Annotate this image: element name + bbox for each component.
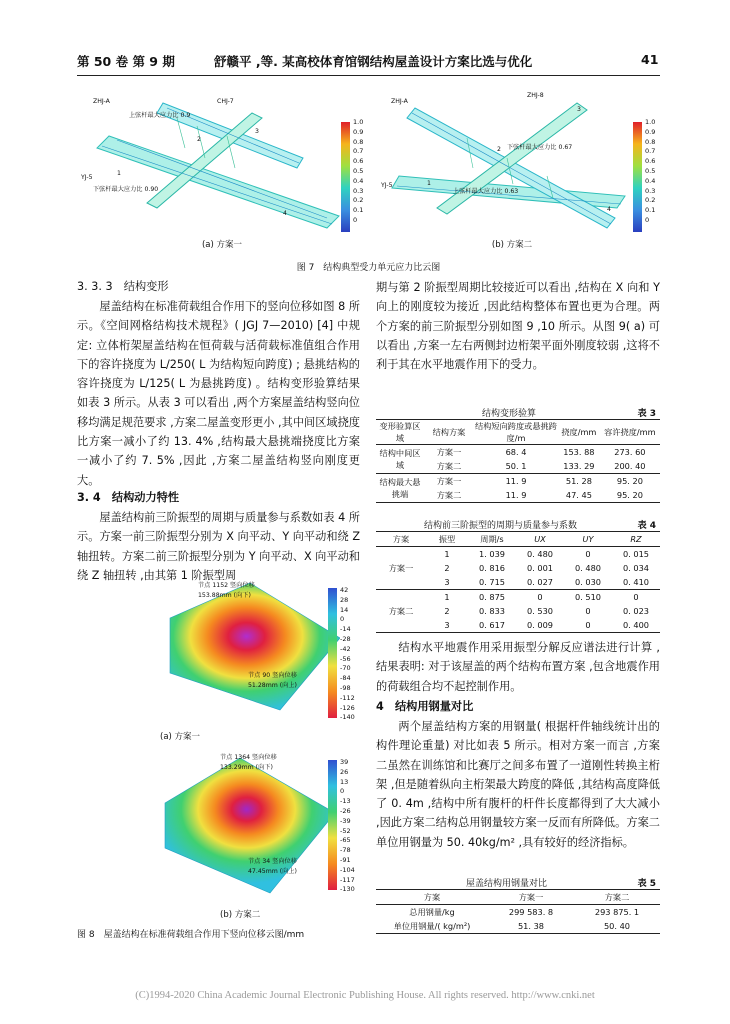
table4-header: RZ <box>630 534 642 544</box>
table3-header: 容许挠度/mm <box>604 427 656 437</box>
fig7b-truss-plot <box>377 88 647 238</box>
fig7a-label-yj5: YJ-5 <box>81 174 93 181</box>
section-34-text-right: 期与第 2 阶振型周期比较接近可以看出 ,结构在 X 向和 Y 向上的刚度较为接近 ,因此结构整体布置也更为合理。两个方案的前三阶振型分别如图 9 ,10 所示。从图 9( a) 可以看出 ,方案一左右两侧封边桁架平面外刚度较弱 ,这将不利于其在水平地震作用下的受力。 <box>376 281 660 372</box>
table-5 <box>376 874 660 934</box>
fig7a-color-bar <box>341 122 350 232</box>
fig7b-color-bar <box>633 122 642 232</box>
journal-volume: 第 50 卷 第 9 期 <box>77 54 175 69</box>
table-row: 结构最大悬挑端 方案一 11. 9 51. 28 95. 20 <box>376 474 660 489</box>
copyright-footer: (C)1994-2020 China Academic Journal Electronic Publishing House. All rights reserved. http://www.cnki.net <box>135 990 595 1001</box>
table-row: 2 0. 816 0. 001 0. 480 0. 034 <box>444 563 650 573</box>
table5-header: 方案 <box>423 892 441 902</box>
table5-header: 方案二 <box>604 892 630 902</box>
fig7a-label-zhja: ZHJ-A <box>93 98 110 105</box>
section-34-title: 3. 4 结构动力特性 <box>77 491 180 504</box>
fig7a-node-1: 1 <box>117 170 121 177</box>
table4-header: 振型 <box>438 534 456 544</box>
table-row: 单位用钢量/( kg/m²) 51. 38 50. 40 <box>376 919 660 934</box>
figure-7 <box>77 88 660 260</box>
table-row: 方案一 1 1. 039 0. 480 0 0. 015 <box>376 547 660 562</box>
table4-title: 结构前三阶振型的周期与质量参与系数 <box>424 521 578 531</box>
table3-header: 变形验算区域 <box>379 421 421 443</box>
table5-number: 表 5 <box>637 879 656 889</box>
table5-grid <box>376 889 660 934</box>
table4-grid <box>376 531 660 633</box>
fig8a-contour-plot <box>150 578 340 718</box>
table-3 <box>376 404 660 503</box>
fig7b-scale: 1.0 0.9 0.8 0.7 0.6 0.5 0.4 0.3 0.2 0.1 0 <box>645 118 656 224</box>
table-row: 方案二 11. 9 47. 45 95. 20 <box>376 488 660 503</box>
fig8b-node1: 节点 1364 竖向位移 <box>220 754 277 761</box>
fig7a-node-3: 3 <box>255 128 259 135</box>
fig8a-label: (a) 方案一 <box>160 732 201 742</box>
section-333-text: 屋盖结构在标准荷载组合作用下的竖向位移如图 8 所示。《空间网格结构技术规程》( JGJ 7—2010) [4] 中规定: 立体桁架屋盖结构在恒荷载与活荷载标准值组合作用下的容许挠度为 L/250( L 为结构短向跨度) ; 悬挑结构的容许挠度为 L/125( L 为悬挑跨度) 。结构变形验算结果如表 3 所示。从表 3 可以看出 ,两个方案屋盖结构竖向位移均满足规范要求 ,方案二屋盖变形更小 ,其中间区域挠度比方案一减小了约 13. 4% ,结构最大悬挑端挠度比方案一减小了约 7. 5% ,因此 ,方案二屋盖结构竖向刚度更大。 <box>77 300 360 487</box>
table-row: 结构中间区域 方案一 68. 4 153. 88 273. 60 <box>376 445 660 460</box>
table4-header: 周期/s <box>480 534 504 544</box>
fig8b-node2: 节点 34 竖向位移 <box>248 858 297 865</box>
fig7b-label: (b) 方案二 <box>491 240 533 250</box>
fig8a-node1-value: 153.88mm (向下) <box>198 592 251 599</box>
fig7a-node-2: 2 <box>197 136 201 143</box>
fig7a-scale: 1.0 0.9 0.8 0.7 0.6 0.5 0.4 0.3 0.2 0.1 0 <box>353 118 364 224</box>
seismic-paragraph: 结构水平地震作用采用振型分解反应谱法进行计算 ,结果表明: 对于该屋盖的两个结构布置方案 ,包含地震作用的荷载组合均不起控制作用。 <box>376 641 660 693</box>
section-4-text: 两个屋盖结构方案的用钢量( 根据杆件轴线统计出的构件理论重量) 对比如表 5 所示。相对方案一而言 ,方案二虽然在训练馆和比赛厅之间多布置了一道刚性转换主桁架 ,但是随着纵向主桁架最大跨度的降低 ,其结构高度降低了 0. 4m ,结构中所有腹杆的杆件长度都得到了大大减小 ,因此方案二结构总用钢量较方案一反而有所降低。方案二单位用钢量为 50. 40kg/m² ,具有较好的经济指标。 <box>376 720 660 849</box>
running-title: 舒赣平 ,等. 某高校体育馆钢结构屋盖设计方案比选与优化 <box>214 54 533 69</box>
page-number: 41 <box>641 52 659 67</box>
fig8a-node2: 节点 90 竖向位移 <box>248 672 297 679</box>
fig7a-label-chj7: CHJ-7 <box>217 98 234 105</box>
fig7a-label: (a) 方案一 <box>201 240 243 250</box>
fig7b-label-zhja: ZHJ-A <box>391 98 408 105</box>
fig7-caption: 图 7 结构典型受力单元应力比云图 <box>296 263 441 273</box>
section-34-text-left: 屋盖结构前三阶振型的周期与质量参与系数如表 4 所示。方案一前三阶振型分别为 X 向平动、Y 向平动和绕 Z 轴扭转。方案二前三阶振型分别为 Y 向平动、X 向平动和绕 Z 轴扭转 ,由其第 1 阶振型周 <box>77 511 360 582</box>
fig7a-label-bottom-chord: 下弦杆最大应力比 0.90 <box>93 186 159 193</box>
table-4 <box>376 516 660 633</box>
fig7b-label-zhj8: ZHJ-8 <box>527 92 544 99</box>
fig7b-node-2: 2 <box>497 146 501 153</box>
fig7a-label-top-chord: 上弦杆最大应力比 0.9 <box>129 112 191 119</box>
table3-grid <box>376 419 660 503</box>
fig7b-node-1: 1 <box>427 180 431 187</box>
fig8b-color-bar <box>328 760 337 890</box>
header-rule <box>77 75 660 76</box>
section-4-title: 4 结构用钢量对比 <box>376 700 474 713</box>
fig8a-scale: 42 28 14 0 -14 -28 -42 -56 -70 -84 -98 -112 -126 -140 <box>340 586 355 722</box>
table-row: 2 0. 833 0. 530 0 0. 023 <box>444 606 650 616</box>
table4-header: UX <box>534 534 546 544</box>
fig8b-label: (b) 方案二 <box>220 910 261 920</box>
table-row: 3 0. 617 0. 009 0 0. 400 <box>376 618 660 633</box>
figure-8 <box>150 578 360 923</box>
table3-header: 结构方案 <box>432 427 466 437</box>
table-row: 方案二 1 0. 875 0 0. 510 0 <box>376 590 660 605</box>
fig7a-truss-plot <box>77 88 367 238</box>
section-333-title: 3. 3. 3 结构变形 <box>77 280 169 293</box>
table3-number: 表 3 <box>637 409 656 419</box>
fig8b-node2-value: 47.45mm (向上) <box>248 868 297 875</box>
fig8b-node1-value: 133.29mm (向下) <box>220 764 273 771</box>
table3-header: 结构短向跨度或悬挑跨度/m <box>475 421 557 443</box>
table4-header: 方案 <box>392 534 410 544</box>
fig8a-color-bar <box>328 588 337 718</box>
table5-header: 方案一 <box>518 892 544 902</box>
table5-title: 屋盖结构用钢量对比 <box>466 879 548 889</box>
table-row: 方案二 50. 1 133. 29 200. 40 <box>436 461 646 471</box>
table3-header: 挠度/mm <box>561 427 597 437</box>
table-row: 总用钢量/kg 299 583. 8 293 875. 1 <box>376 905 660 920</box>
table-row: 3 0. 715 0. 027 0. 030 0. 410 <box>444 577 650 587</box>
fig7a-node-4: 4 <box>283 210 287 217</box>
fig7b-node-4: 4 <box>607 206 611 213</box>
fig7b-label-top-chord: 上弦杆最大应力比 0.63 <box>453 188 519 195</box>
fig8-caption: 图 8 屋盖结构在标准荷载组合作用下竖向位移云图/mm <box>77 930 305 940</box>
fig8a-node2-value: 51.28mm (向上) <box>248 682 297 689</box>
table4-header: UY <box>582 534 594 544</box>
fig8b-scale: 39 26 13 0 -13 -26 -39 -52 -65 -78 -91 -104 -117 -130 <box>340 758 355 894</box>
table3-title: 结构变形验算 <box>482 409 537 419</box>
fig7b-label-yj5: YJ-5 <box>381 182 393 189</box>
fig8a-node1: 节点 1152 竖向位移 <box>198 582 255 589</box>
fig7b-label-bottom-chord: 下弦杆最大应力比 0.67 <box>507 144 573 151</box>
table4-number: 表 4 <box>637 521 656 531</box>
fig7b-node-3: 3 <box>577 106 581 113</box>
